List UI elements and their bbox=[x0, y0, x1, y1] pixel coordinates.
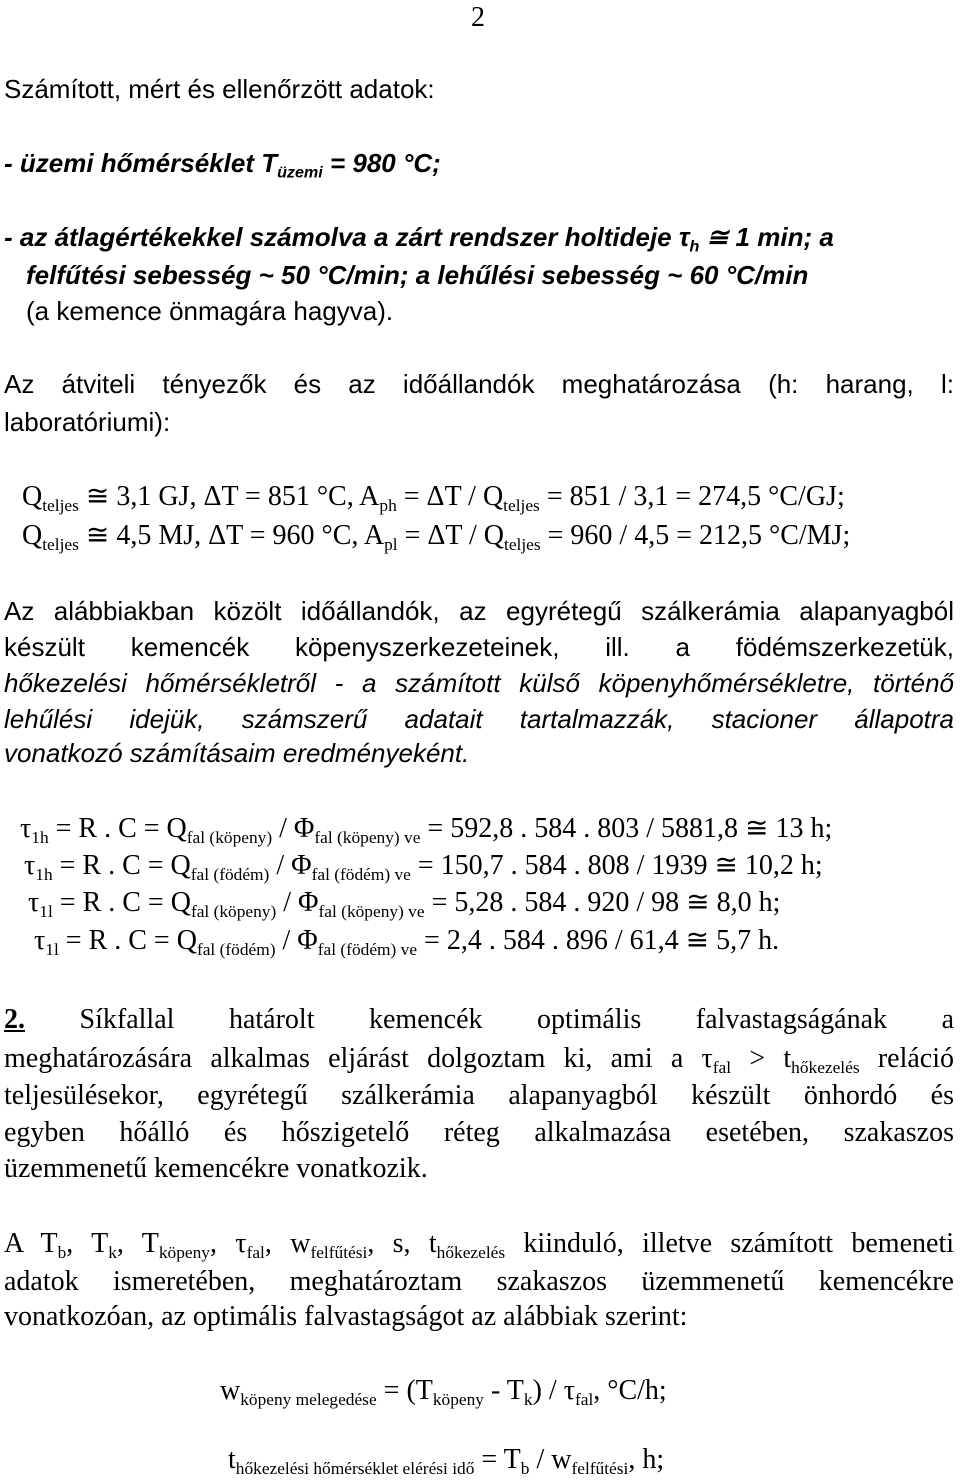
time-constant-equation-1: $\tau_{1h} = R$ . $C = Q_{fal (köpeny)} / \Phi_{fal (köpeny) ve} = 592,8$ . 584 . 803 / 5881,8 ≅ 13 h; bbox=[20, 813, 833, 848]
section2-number: 2. bbox=[4, 1004, 25, 1035]
section2-line5: üzemmenetű kemencékre vonatkozik. bbox=[4, 1153, 428, 1184]
intro-paragraph-line2: laboratóriumi): bbox=[4, 407, 171, 437]
bullet-operating-temperature: - üzemi hőmérséklet $T_{üzemi} = 980$ °C; bbox=[4, 148, 441, 182]
equation-bell-furnace: $Q_{teljes}$ ≅ 3,1 GJ, ΔT = 851 °C, $A_{ph} = \Delta T / Q_{teljes} = 851 / 3,1 = 274,5$ °C/GJ; bbox=[22, 481, 845, 516]
time-constants-paragraph-line4: lehűlési idejük, számszerű adatait tartalmazzák, stacioner állapotra bbox=[4, 704, 954, 734]
time-constants-paragraph-line3: hőkezelési hőmérsékletről - a számított külső köpenyhőmérsékletre, történő bbox=[4, 668, 954, 698]
input-data-paragraph-line2: adatok ismeretében, meghatároztam szakaszos üzemmenetű kemencékre bbox=[4, 1266, 954, 1297]
time-constant-equation-4: $\tau_{1l} = R$ . $C = Q_{fal (födém)} / \Phi_{fal (födém) ve} = 2,4$ . 584 . 896 / 61,4 ≅ 5,7 h. bbox=[34, 925, 780, 960]
formula-shell-heating-rate: $w_{köpeny melegedése} = (T_{köpeny} - T_k) / \tau_{fal}$, °C/h; bbox=[220, 1375, 667, 1410]
page-number: 2 bbox=[471, 2, 485, 33]
time-constants-paragraph-line2: készült kemencék köpenyszerkezeteinek, ill. a födémszerkezetük, bbox=[4, 632, 954, 662]
bullet-dead-time-line2: felfűtési sebesség ~ 50 °C/min; a lehűlési sebesség ~ 60 °C/min bbox=[26, 260, 809, 290]
time-constants-paragraph-line1: Az alábbiakban közölt időállandók, az egyrétegű szálkerámia alapanyagból bbox=[4, 596, 954, 626]
time-constant-equation-2: $\tau_{1h} = R$ . $C = Q_{fal (födém)} / \Phi_{fal (födém) ve} = 150,7$ . 584 . 808 / 1939 ≅ 10,2 h; bbox=[24, 850, 823, 885]
section2-line2: meghatározására alkalmas eljárást dolgoztam ki, ami a $\tau_{fal} > t_{hőkezelés}$ reláció bbox=[4, 1043, 954, 1078]
section-heading: Számított, mért és ellenőrzött adatok: bbox=[4, 74, 435, 104]
bullet-dead-time-line1: - az átlagértékekkel számolva a zárt rendszer holtideje $\tau_h$ ≅ 1 min; a bbox=[4, 222, 834, 256]
bullet-dead-time-line3: (a kemence önmagára hagyva). bbox=[26, 296, 394, 326]
equation-laboratory-furnace: $Q_{teljes}$ ≅ 4,5 MJ, ΔT = 960 °C, $A_{pl} = \Delta T / Q_{teljes} = 960 / 4,5 = 212,5$ °C/MJ; bbox=[22, 520, 851, 555]
section2-line3: teljesülésekor, egyrétegű szálkerámia alapanyagból készült önhordó és bbox=[4, 1080, 954, 1111]
input-data-paragraph-line1: A $T_b$, $T_k$, $T_{köpeny}$, $\tau_{fal}$, $w_{felfűtési}$, s, $t_{hőkezelés}$ kiinduló, illetve számított bemeneti bbox=[4, 1228, 954, 1263]
section2-line4: egyben hőálló és hőszigetelő réteg alkalmazása esetében, szakaszos bbox=[4, 1117, 954, 1148]
section2-line1: 2. Síkfallal határolt kemencék optimális falvastagságának a bbox=[4, 1004, 954, 1035]
formula-heat-treatment-time: $t_{hőkezelési hőmérséklet elérési idő} = T_b / w_{felfűtési}$, h; bbox=[228, 1444, 665, 1479]
intro-paragraph-line1: Az átviteli tényezők és az időállandók meghatározása (h: harang, l: bbox=[4, 369, 954, 399]
input-data-paragraph-line3: vonatkozóan, az optimális falvastagságot az alábbiak szerint: bbox=[4, 1301, 688, 1332]
time-constants-paragraph-line5: vonatkozó számításaim eredményeként. bbox=[4, 738, 470, 768]
time-constant-equation-3: $\tau_{1l} = R$ . $C = Q_{fal (köpeny)} / \Phi_{fal (köpeny) ve} = 5,28$ . 584 . 920 / 98 ≅ 8,0 h; bbox=[28, 887, 781, 922]
